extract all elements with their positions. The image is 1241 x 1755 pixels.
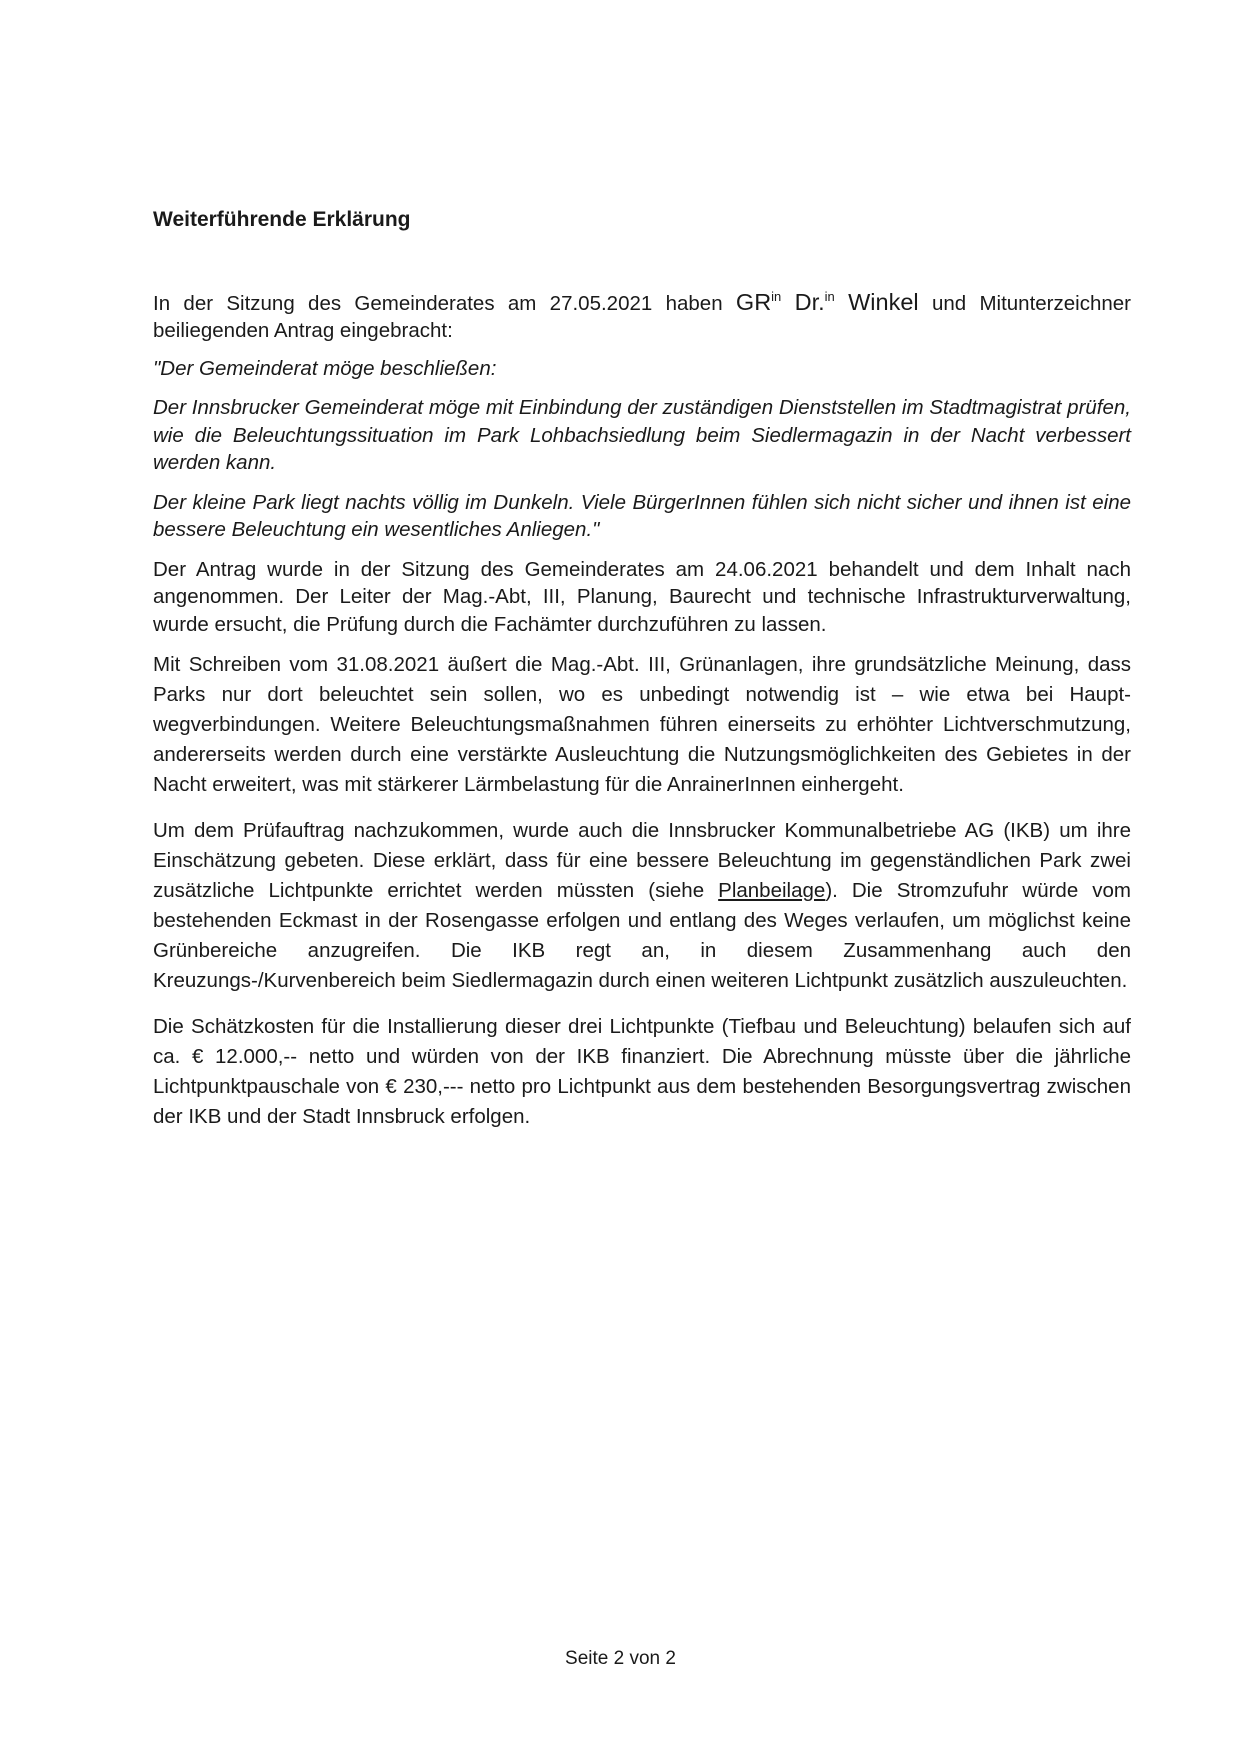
- paragraph-antrag: Der Antrag wurde in der Sitzung des Gemeinderates am 24.06.2021 behandelt und dem Inhalt nach angenommen. Der Leiter der Mag.-Abt, III, Planung, Baurecht und technische Infrastrukturverwaltung, wurde ersucht, die Prüfung durch die Fachämter durchzuführen zu lassen.: [153, 557, 1131, 636]
- title-dr-suffix: in: [824, 288, 835, 304]
- page-number: Seite 2 von 2: [565, 1648, 676, 1669]
- paragraph-ikb-end: ). Die Stromzufuhr würde vom bestehenden Eckmast in der Rosengasse erfolgen und entlang des Weges verlaufen, um möglichst keine Grünbereiche anzugreifen. Die IKB regt an, in diesem Zusammenhang auch den Kreuzungs-/Kurvenbereich beim Siedlermagazin durch einen weiteren Lichtpunkt zusätzlich auszuleuchten.: [153, 879, 1131, 992]
- person-name: Winkel: [848, 288, 919, 315]
- quote-paragraph-2: Der kleine Park liegt nachts völlig im Dunkeln. Viele BürgerInnen fühlen sich nicht sicher und ihnen ist eine bessere Beleuchtung ein wesentliches Anliegen.": [153, 490, 1131, 541]
- intro-text-start: In der Sitzung des Gemeinderates am 27.05.2021 haben: [153, 291, 736, 315]
- quote-lead: "Der Gemeinderat möge beschließen:: [153, 356, 497, 380]
- paragraph-kosten: Die Schätzkosten für die Installierung dieser drei Lichtpunkte (Tiefbau und Beleuchtung) belaufen sich auf ca. € 12.000,-- netto und würden von der IKB finanziert. Die Abrechnung müsste über die jährliche Lichtpunktpauschale von € 230,--- netto pro Lichtpunkt aus dem bestehenden Besorgungsvertrag zwischen der IKB und der Stadt Innsbruck erfolgen.: [153, 1015, 1131, 1128]
- page-title: Weiterführende Erklärung: [153, 208, 411, 231]
- intro-text-end: und Mitunterzeichner beiliegenden Antrag eingebracht:: [153, 291, 1131, 342]
- paragraph-schreiben: Mit Schreiben vom 31.08.2021 äußert die Mag.-Abt. III, Grünanlagen, ihre grundsätzliche Meinung, dass Parks nur dort beleuchtet sein sollen, wo es unbedingt notwendig ist – wie etwa bei Hauptwegverbindungen. Weitere Beleuchtungsmaßnahmen führen einerseits zu erhöhter Lichtverschmutzung, andererseits werden durch eine verstärkte Ausleuchtung die Nutzungsmöglichkeiten des Gebietes in der Nacht erweitert, was mit stärkerer Lärmbelastung für die AnrainerInnen einhergeht.: [153, 653, 1131, 796]
- document-body: [153, 206, 1131, 1148]
- title-gr: GR: [735, 288, 772, 315]
- intro-paragraph: [153, 289, 1131, 345]
- title-dr: Dr.: [794, 288, 825, 315]
- paragraph-ikb: [153, 816, 1131, 996]
- paragraph-ikb-start: Um dem Prüfauftrag nachzukommen, wurde auch die Innsbrucker Kommunalbetriebe AG (IKB) um ihre Einschätzung gebeten. Diese erklärt, dass für eine bessere Beleuchtung im gegenständlichen Park zwei zusätzliche Lichtpunkte errichtet werden müssten (siehe: [153, 819, 1131, 902]
- title-gr-suffix: in: [771, 288, 782, 304]
- quote-paragraph-1: Der Innsbrucker Gemeinderat möge mit Einbindung der zuständigen Dienststellen im Stadtmagistrat prüfen, wie die Beleuchtungssituation im Park Lohbachsiedlung beim Siedlermagazin in der Nacht verbessert werden kann.: [153, 396, 1131, 474]
- planbeilage-link[interactable]: Planbeilage: [718, 879, 826, 902]
